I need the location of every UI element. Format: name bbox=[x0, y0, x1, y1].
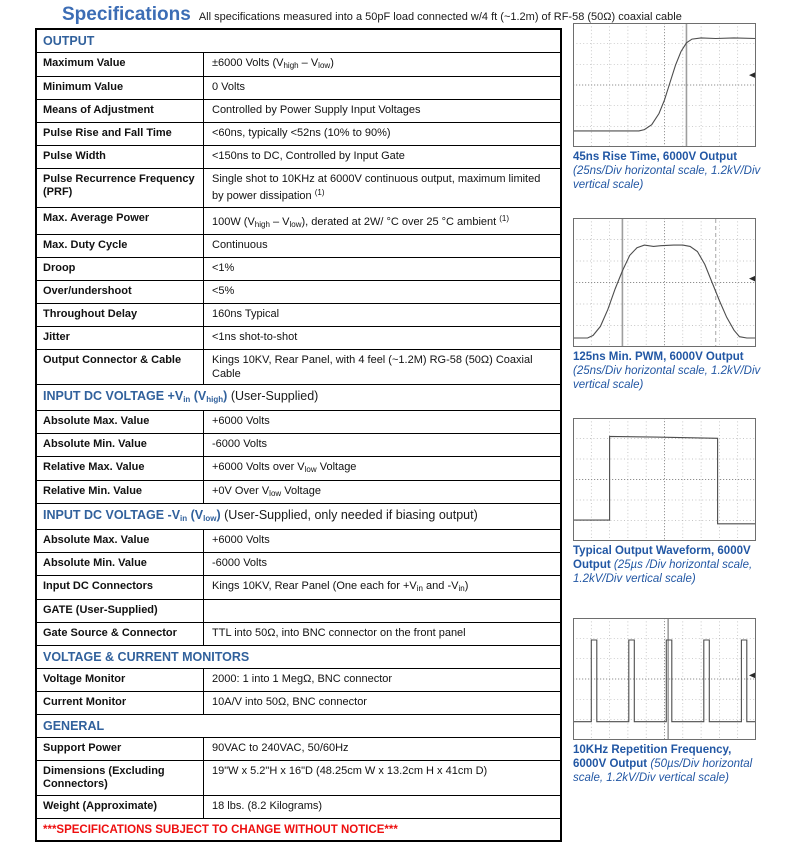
spec-label: Input DC Connectors bbox=[37, 576, 204, 599]
spec-value: 19"W x 5.2"H x 16"D (48.25cm W x 13.2cm H x 41cm D) bbox=[212, 764, 488, 777]
spec-label: Means of Adjustment bbox=[37, 100, 204, 122]
spec-label: Absolute Max. Value bbox=[37, 411, 204, 433]
spec-value: 100W $(V_{high} - V_{low})$, derated at 2W/ °C over 25 °C ambient $^{(1)}$ bbox=[212, 213, 510, 229]
spec-value: +6000 Volts bbox=[212, 534, 270, 546]
spec-value: <5% bbox=[212, 285, 235, 297]
section-header bbox=[37, 645, 560, 668]
scope-caption-scale: (25ns/Div horizontal scale, 1.2kV/Div vertical scale) bbox=[573, 165, 761, 191]
spec-value: +6000 Volts over $V_{low}$ Voltage bbox=[212, 461, 357, 474]
oscilloscope-plot bbox=[573, 418, 756, 541]
section-header-suffix: (User-Supplied, only needed if biasing output) bbox=[220, 508, 478, 522]
scope-block bbox=[573, 23, 763, 192]
spec-row bbox=[37, 575, 560, 599]
spec-label: Relative Max. Value bbox=[37, 457, 204, 480]
spec-value: 160ns Typical bbox=[212, 308, 280, 320]
spec-label: Dimensions (Excluding Connectors) bbox=[37, 761, 204, 795]
oscilloscope-plot bbox=[573, 23, 756, 147]
oscilloscope-plot bbox=[573, 218, 756, 347]
spec-label: Minimum Value bbox=[37, 77, 204, 99]
spec-value: Single shot to 10KHz at 6000V continuous output, maximum limited by power dissipation $^{(1)}$ bbox=[212, 172, 541, 202]
section-header bbox=[37, 30, 560, 52]
spec-value: TTL into 50Ω, into BNC connector on the front panel bbox=[212, 626, 466, 639]
spec-label: GATE (User-Supplied) bbox=[37, 600, 204, 622]
spec-row bbox=[37, 52, 560, 76]
spec-row bbox=[37, 145, 560, 168]
spec-label: Maximum Value bbox=[37, 53, 204, 76]
spec-row bbox=[37, 234, 560, 257]
spec-label: Current Monitor bbox=[37, 692, 204, 714]
spec-value: Controlled by Power Supply Input Voltages bbox=[212, 103, 421, 116]
spec-row bbox=[37, 303, 560, 326]
scope-caption bbox=[573, 150, 763, 192]
spec-row bbox=[37, 410, 560, 433]
spec-value: 90VAC to 240VAC, 50/60Hz bbox=[212, 741, 349, 754]
spec-row bbox=[37, 349, 560, 384]
section-header bbox=[37, 503, 560, 529]
spec-row bbox=[37, 122, 560, 145]
spec-label: Absolute Min. Value bbox=[37, 434, 204, 456]
spec-row bbox=[37, 168, 560, 207]
spec-row bbox=[37, 456, 560, 480]
scope-caption bbox=[573, 350, 763, 392]
spec-label: Output Connector & Cable bbox=[37, 350, 204, 384]
spec-row bbox=[37, 599, 560, 622]
spec-value: -6000 Volts bbox=[212, 557, 268, 569]
spec-label: Pulse Rise and Fall Time bbox=[37, 123, 204, 145]
spec-label: Absolute Max. Value bbox=[37, 530, 204, 552]
section-header-title: OUTPUT bbox=[43, 34, 95, 48]
spec-row bbox=[37, 737, 560, 760]
spec-label: Gate Source & Connector bbox=[37, 623, 204, 645]
spec-label: Jitter bbox=[37, 327, 204, 349]
spec-label: Absolute Min. Value bbox=[37, 553, 204, 575]
section-header bbox=[37, 714, 560, 737]
spec-value: <60ns, typically <52ns (10% to 90%) bbox=[212, 126, 391, 139]
trigger-marker-icon bbox=[749, 72, 756, 78]
trigger-marker-icon bbox=[749, 672, 756, 678]
section-header-title: GENERAL bbox=[43, 718, 105, 733]
spec-row bbox=[37, 529, 560, 552]
spec-value: Kings 10KV, Rear Panel (One each for $+V_{in}$ and $-V_{in}$) bbox=[212, 580, 469, 593]
scope-caption-title: 10KHz Repetition Frequency, 6000V Output bbox=[573, 744, 732, 770]
spec-label: Weight (Approximate) bbox=[37, 796, 204, 818]
spec-value: ±6000 Volts $(V_{high} - V_{low})$ bbox=[212, 57, 334, 70]
waveform-trace-square-pulse bbox=[573, 436, 756, 523]
page-subtitle: All specifications measured into a 50pF load connected w/4 ft (~1.2m) of RF-58 (50Ω) coaxial cable bbox=[198, 11, 682, 23]
spec-row bbox=[37, 552, 560, 575]
spec-label: Pulse Recurrence Frequency (PRF) bbox=[37, 169, 204, 207]
spec-label: Support Power bbox=[37, 738, 204, 760]
spec-row bbox=[37, 76, 560, 99]
spec-label: Pulse Width bbox=[37, 146, 204, 168]
spec-value: -6000 Volts bbox=[212, 438, 268, 450]
change-notice: ***SPECIFICATIONS SUBJECT TO CHANGE WITHOUT NOTICE*** bbox=[37, 818, 560, 840]
scope-caption-scale: (50µs/Div horizontal scale, 1.2kV/Div vertical scale) bbox=[573, 758, 753, 784]
spec-label: Max. Duty Cycle bbox=[37, 235, 204, 257]
spec-row bbox=[37, 207, 560, 235]
scope-block bbox=[573, 618, 763, 785]
spec-label: Voltage Monitor bbox=[37, 669, 204, 691]
spec-row bbox=[37, 691, 560, 714]
spec-value: Kings 10KV, Rear Panel, with 4 feel (~1.2M) RG-58 (50Ω) Coaxial Cable bbox=[212, 354, 533, 380]
spec-value: 0 Volts bbox=[212, 80, 246, 93]
spec-row bbox=[37, 280, 560, 303]
spec-row bbox=[37, 99, 560, 122]
section-header-title: VOLTAGE & CURRENT MONITORS bbox=[43, 649, 250, 664]
spec-row bbox=[37, 668, 560, 691]
spec-value: <150ns to DC, Controlled by Input Gate bbox=[212, 149, 405, 162]
spec-value: +6000 Volts bbox=[212, 415, 270, 427]
spec-label: Throughout Delay bbox=[37, 304, 204, 326]
scope-caption-title: 45ns Rise Time, 6000V Output bbox=[573, 151, 738, 163]
spec-row bbox=[37, 433, 560, 456]
scope-block bbox=[573, 418, 763, 586]
scope-caption bbox=[573, 743, 763, 785]
spec-value: 18 lbs. (8.2 Kilograms) bbox=[212, 799, 323, 812]
spec-value bbox=[204, 600, 560, 622]
scope-caption-title: 125ns Min. PWM, 6000V Output bbox=[573, 351, 744, 363]
spec-label: Over/undershoot bbox=[37, 281, 204, 303]
scope-caption-scale: (25µs /Div horizontal scale, 1.2kV/Div vertical scale) bbox=[573, 559, 753, 585]
spec-row bbox=[37, 795, 560, 818]
trigger-marker-icon bbox=[749, 276, 756, 282]
page-title: Specifications bbox=[62, 4, 191, 25]
spec-row bbox=[37, 760, 560, 795]
spec-row bbox=[37, 326, 560, 349]
spec-label: Relative Min. Value bbox=[37, 481, 204, 504]
spec-row bbox=[37, 622, 560, 645]
spec-value: <1ns shot-to-shot bbox=[212, 331, 298, 343]
spec-label: Max. Average Power bbox=[37, 208, 204, 235]
oscilloscope-plot bbox=[573, 618, 756, 740]
scope-caption-scale: (25ns/Div horizontal scale, 1.2kV/Div vertical scale) bbox=[573, 365, 761, 391]
spec-value: +0V Over $V_{low}$ Voltage bbox=[212, 484, 321, 498]
spec-row bbox=[37, 480, 560, 504]
spec-value: 10A/V into 50Ω, BNC connector bbox=[212, 695, 367, 708]
section-header-title: INPUT DC VOLTAGE $-V_{in}$ $(V_{low})$ bbox=[43, 508, 221, 523]
scope-caption bbox=[573, 544, 763, 586]
section-header-suffix: (User-Supplied) bbox=[227, 389, 319, 403]
waveform-trace-pulse-train bbox=[573, 640, 756, 722]
scope-caption-title: Typical Output Waveform, 6000V Output bbox=[573, 545, 751, 571]
scope-block bbox=[573, 218, 763, 392]
spec-table bbox=[35, 28, 562, 842]
spec-value: Continuous bbox=[212, 239, 268, 251]
spec-label: Droop bbox=[37, 258, 204, 280]
spec-value: <1% bbox=[212, 262, 235, 274]
section-header-title: INPUT DC VOLTAGE $+V_{in}$ $(V_{high})$ bbox=[43, 389, 228, 404]
spec-row bbox=[37, 257, 560, 280]
section-header bbox=[37, 384, 560, 410]
spec-value: 2000: 1 into 1 MegΩ, BNC connector bbox=[212, 672, 393, 685]
